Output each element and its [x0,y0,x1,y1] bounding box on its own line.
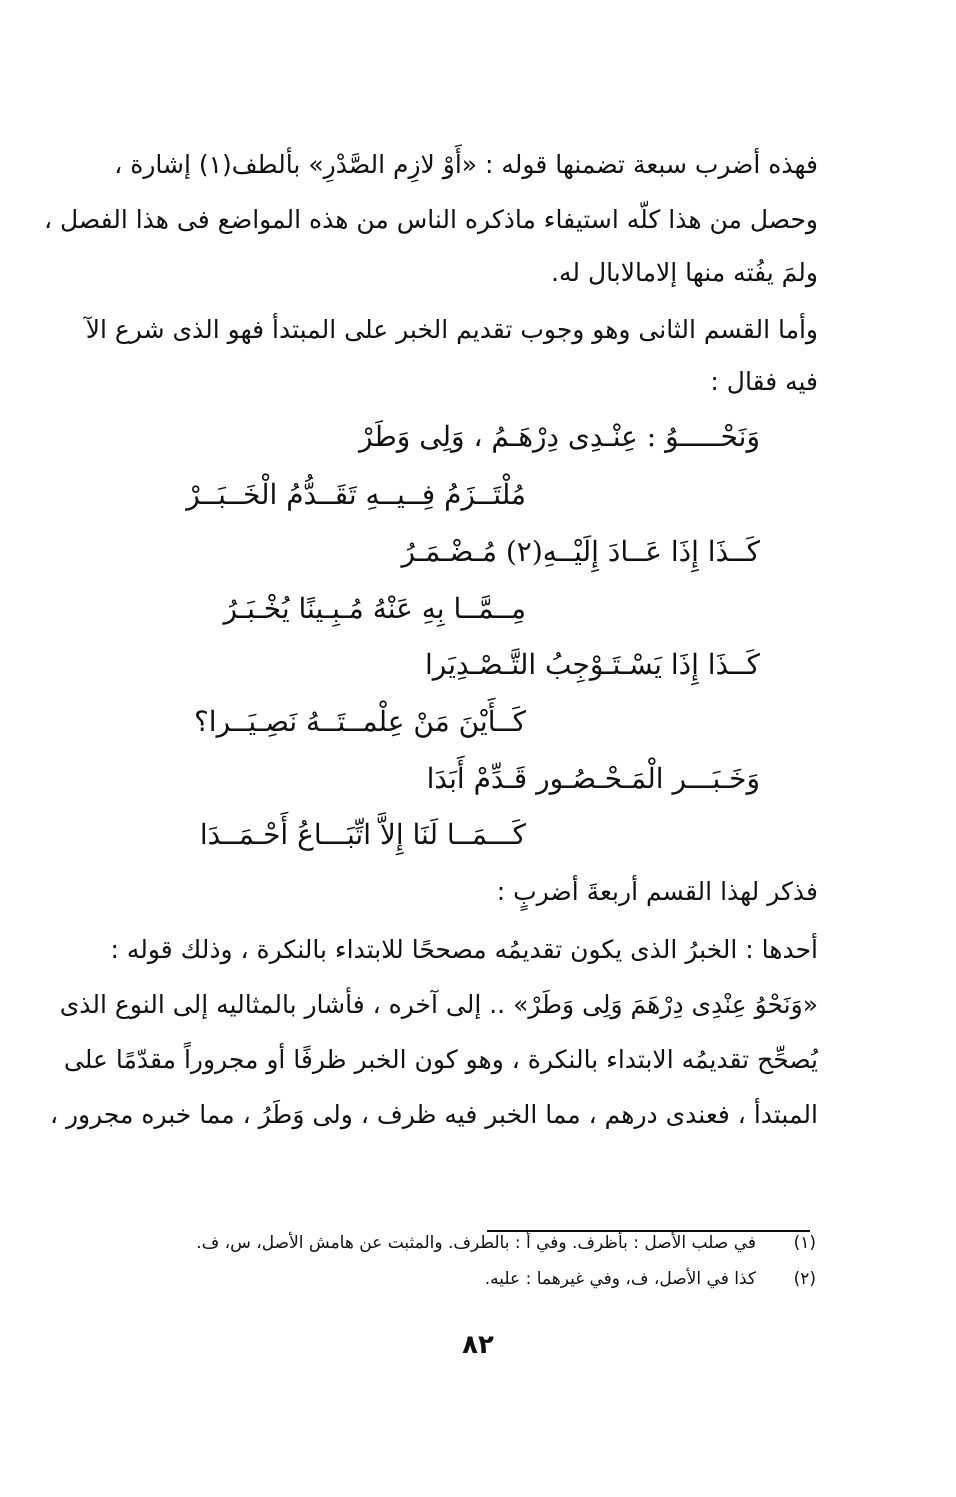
page-number: ٨٢ [462,1330,494,1360]
paragraph-line: ولمَ يفُته منها إلامالابال له. [551,258,818,287]
body-line: المبتدأ ، فعندى درهم ، مما الخبر فيه ظرف ، ولى وَطَرُ ، مما خبره مجرور ، [49,1100,818,1129]
paragraph-line: فيه فقال : [710,367,818,396]
verse-line: كَـــمَــا لَنَا إِلاَّ اتِّبَـــاعُ أَحْـمَــدَا [199,818,526,851]
body-line: فذكر لهذا القسم أربعةَ أضربٍ : [496,877,818,906]
footnote-number: (١) [793,1233,816,1253]
verse-line: كَــأَيْنَ مَنْ عِلْمــتَــهُ نَصِـيَــرا؟ [193,705,526,738]
body-line: «وَنَحْوُ عِنْدِى دِرْهَمَ وَلِى وَطَرْ» .. إلى آخره ، فأشار بالمثاليه إلى النوع الذى [59,990,818,1019]
verse-line: مُلْتَــزَمُ فِــيــهِ تَقَــدُّمُ الْخَــبَــرْ [186,478,526,511]
footnote-number: (٢) [793,1269,816,1289]
body-line: يُصحِّح تقديمُه الابتداء بالنكرة ، وهو كون الخبر ظرفًا أو مجروراً مقدّمًا على [63,1045,818,1074]
verse-line: وَنَحْـــــوُ : عِنْـدِى دِرْهَـمُ ، وَلِى وَطَرْ [359,420,760,453]
paragraph-line: وحصل من هذا كلّه استيفاء ماذكره الناس من هذه المواضع فى هذا الفصل ، [43,205,818,234]
footnote-text: في صلب الأصل : بأظرف. وفي أ : بالطرف. والمثبت عن هامش الأصل، س، ف. [196,1233,756,1253]
verse-line: كَــذَا إِذَا يَسْـتَـوْجِبُ التَّـصْـدِيَرا [424,648,760,681]
verse-line: وَخَـبَـــر الْمَـحْـصُـور قَـدِّمْ أَبَدَا [426,762,760,795]
verse-line: كَــذَا إِذَا عَــادَ إِلَيْــهِ(٢) مُـضْـمَـرُ [401,535,760,568]
footnote-text: كذا في الأصل، ف، وفي غيرهما : عليه. [484,1269,756,1289]
paragraph-line: وأما القسم الثانى وهو وجوب تقديم الخبر على المبتدأ فهو الذى شرع الآ [85,315,818,344]
body-line: أحدها : الخبرُ الذى يكون تقديمُه مصححًا للابتداء بالنكرة ، وذلك قوله : [110,935,818,964]
verse-line: مِــمَّــا بِهِ عَنْهُ مُـبِـينًا يُخْـبَـرُ [223,592,526,625]
paragraph-line: فهذه أضرب سبعة تضمنها قوله : «أَوْ لازِم الصَّدْرِ» بألطف(١) إشارة ، [114,150,818,179]
